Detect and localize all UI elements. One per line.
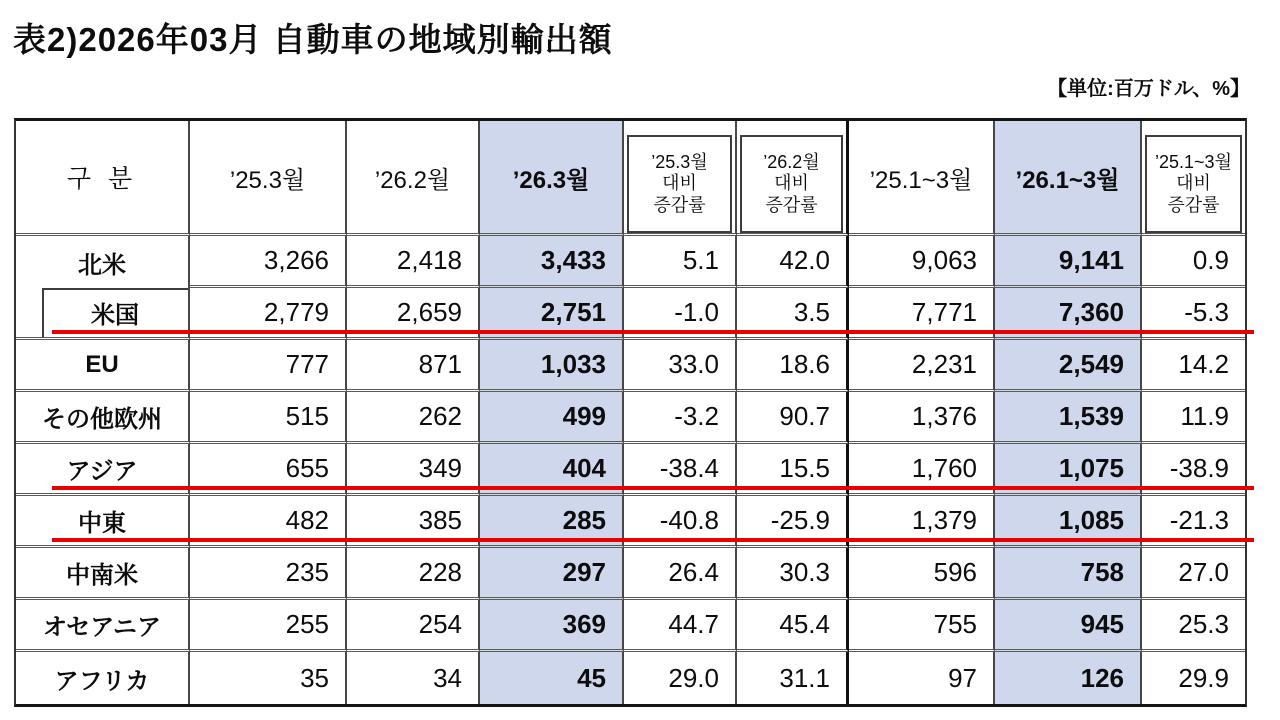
row-label: アフリカ xyxy=(54,667,150,695)
value-text: -38.4 xyxy=(659,453,719,483)
row-label-cell xyxy=(16,548,190,600)
value-cell xyxy=(737,236,849,288)
row-label-cell xyxy=(16,236,190,288)
value-cell xyxy=(737,548,849,600)
value-cell xyxy=(849,392,995,444)
value-cell xyxy=(190,548,347,600)
value-text: 3,266 xyxy=(263,245,329,275)
value-text: 255 xyxy=(285,609,329,639)
value-text: 31.1 xyxy=(779,662,830,693)
value-text: -1.0 xyxy=(674,297,719,327)
header-col-26-q1-highlight xyxy=(995,121,1142,236)
value-text: 3,433 xyxy=(540,245,606,275)
value-cell xyxy=(480,548,624,600)
value-text: 2,549 xyxy=(1058,349,1124,379)
value-cell xyxy=(995,392,1142,444)
value-cell xyxy=(480,392,624,444)
row-label: 北米 xyxy=(78,251,126,279)
row-label: EU xyxy=(85,350,119,378)
value-text: -25.9 xyxy=(770,505,830,535)
value-text: 871 xyxy=(418,349,462,379)
value-cell xyxy=(624,236,737,288)
value-text: 126 xyxy=(1080,662,1124,693)
value-text: 45.4 xyxy=(779,609,830,639)
value-text: 1,539 xyxy=(1058,401,1124,431)
header-col-26-2 xyxy=(347,121,480,236)
value-text: 9,141 xyxy=(1058,245,1124,275)
value-text: -3.2 xyxy=(674,401,719,431)
row-label: 米国 xyxy=(91,302,139,329)
value-text: 262 xyxy=(418,401,462,431)
value-text: 2,231 xyxy=(911,349,977,379)
sub-header-box xyxy=(740,135,843,233)
value-cell xyxy=(624,392,737,444)
value-text: 1,379 xyxy=(911,505,977,535)
value-text: 44.7 xyxy=(668,609,719,639)
unit-note: 【単位:百万ドル、%】 xyxy=(1047,78,1250,100)
value-text: -5.3 xyxy=(1184,297,1229,327)
header-col-25-q1 xyxy=(849,121,995,236)
sub-header-line: 대비 xyxy=(1176,173,1211,194)
value-cell xyxy=(347,600,480,652)
value-text: 349 xyxy=(418,453,462,483)
value-cell xyxy=(1142,600,1245,652)
value-text: 1,075 xyxy=(1058,453,1124,483)
value-text: 3.5 xyxy=(793,297,830,327)
header-col-25-3 xyxy=(190,121,347,236)
value-cell xyxy=(347,236,480,288)
value-text: 5.1 xyxy=(682,245,719,275)
value-text: 404 xyxy=(562,453,606,483)
sub-header-line: ’26.2월 xyxy=(763,152,820,173)
value-text: 15.5 xyxy=(779,453,830,483)
value-cell xyxy=(624,652,737,704)
value-cell xyxy=(1142,652,1245,704)
header-col-yoy-25-3 xyxy=(624,121,737,236)
value-text: 297 xyxy=(562,557,606,587)
row-label-cell xyxy=(16,600,190,652)
value-text: -38.9 xyxy=(1169,453,1229,483)
header-label: ’26.3월 xyxy=(512,166,590,194)
sub-header-line: ’25.3월 xyxy=(651,152,708,173)
value-text: 45 xyxy=(577,662,606,693)
value-text: 369 xyxy=(562,609,606,639)
value-text: -40.8 xyxy=(659,505,719,535)
value-text: 755 xyxy=(933,609,977,639)
value-cell xyxy=(1142,340,1245,392)
header-col-yoy-q1 xyxy=(1142,121,1245,236)
table-row xyxy=(16,548,1245,600)
header-corner-cell xyxy=(16,121,190,236)
value-cell xyxy=(995,600,1142,652)
sub-header-line: 증감률 xyxy=(1167,194,1220,215)
value-text: 499 xyxy=(562,401,606,431)
value-text: 2,418 xyxy=(396,245,462,275)
table-row xyxy=(16,600,1245,652)
value-text: 254 xyxy=(418,609,462,639)
value-cell xyxy=(190,652,347,704)
value-text: 29.9 xyxy=(1178,662,1229,693)
value-text: 7,771 xyxy=(911,297,977,327)
red-underline xyxy=(52,330,1254,334)
value-cell xyxy=(737,652,849,704)
value-text: 90.7 xyxy=(779,401,830,431)
value-text: 758 xyxy=(1080,557,1124,587)
value-text: 34 xyxy=(433,662,462,693)
value-text: 596 xyxy=(933,557,977,587)
value-text: -21.3 xyxy=(1169,505,1229,535)
value-cell xyxy=(1142,548,1245,600)
value-text: 777 xyxy=(285,349,329,379)
table-row xyxy=(16,652,1245,704)
value-cell xyxy=(347,392,480,444)
value-text: 1,085 xyxy=(1058,505,1124,535)
table-row xyxy=(16,340,1245,392)
value-text: 285 xyxy=(562,505,606,535)
value-cell xyxy=(995,236,1142,288)
value-text: 235 xyxy=(285,557,329,587)
table-row xyxy=(16,496,1245,548)
value-cell xyxy=(849,548,995,600)
row-label: オセアニア xyxy=(42,614,162,641)
value-text: 14.2 xyxy=(1178,349,1229,379)
page-title: 表2)2026年03月 自動車の地域別輸出額 xyxy=(13,21,613,58)
value-cell xyxy=(995,340,1142,392)
value-text: 1,376 xyxy=(911,401,977,431)
row-label: 中東 xyxy=(78,510,126,537)
sub-header-box xyxy=(1145,135,1242,233)
sub-header-line: ’25.1~3월 xyxy=(1155,152,1232,173)
export-table xyxy=(14,118,1247,707)
header-label: ’25.3월 xyxy=(229,166,306,194)
row-label: その他欧州 xyxy=(42,406,162,433)
value-cell xyxy=(190,392,347,444)
value-text: 2,751 xyxy=(540,297,606,327)
value-text: 7,360 xyxy=(1058,297,1124,327)
value-cell xyxy=(480,600,624,652)
value-cell xyxy=(347,548,480,600)
value-cell xyxy=(995,548,1142,600)
value-text: 97 xyxy=(948,662,977,693)
row-label-cell xyxy=(16,392,190,444)
value-text: 228 xyxy=(418,557,462,587)
sub-header-line: 대비 xyxy=(662,173,697,194)
value-text: 482 xyxy=(285,505,329,535)
table-row xyxy=(16,288,1245,340)
sub-header-line: 증감률 xyxy=(765,194,818,215)
value-text: 1,033 xyxy=(540,349,606,379)
row-label-cell xyxy=(16,340,190,392)
value-cell xyxy=(849,652,995,704)
value-text: 29.0 xyxy=(668,662,719,693)
value-cell xyxy=(1142,236,1245,288)
red-underline xyxy=(52,486,1254,490)
value-text: 9,063 xyxy=(911,245,977,275)
value-cell xyxy=(347,340,480,392)
value-text: 30.3 xyxy=(779,557,830,587)
value-text: 515 xyxy=(285,401,329,431)
value-cell xyxy=(624,548,737,600)
value-cell xyxy=(624,600,737,652)
header-col-mom-26-2 xyxy=(737,121,849,236)
value-text: 42.0 xyxy=(779,245,830,275)
value-text: 655 xyxy=(285,453,329,483)
value-text: 1,760 xyxy=(911,453,977,483)
value-text: 33.0 xyxy=(668,349,719,379)
red-underline xyxy=(52,538,1254,542)
row-label: 中南米 xyxy=(66,562,138,589)
table-header-row xyxy=(16,121,1245,236)
sub-header-line: 증감률 xyxy=(653,194,706,215)
sub-header-box xyxy=(627,135,732,233)
value-cell xyxy=(480,236,624,288)
value-cell xyxy=(624,340,737,392)
value-cell xyxy=(849,236,995,288)
value-text: 26.4 xyxy=(668,557,719,587)
value-text: 18.6 xyxy=(779,349,830,379)
value-text: 25.3 xyxy=(1178,609,1229,639)
value-cell xyxy=(849,600,995,652)
value-cell xyxy=(737,600,849,652)
value-cell xyxy=(347,652,480,704)
value-cell xyxy=(190,340,347,392)
value-cell xyxy=(849,340,995,392)
value-cell xyxy=(190,236,347,288)
sub-header-line: 대비 xyxy=(774,173,809,194)
value-cell xyxy=(995,652,1142,704)
value-cell xyxy=(1142,392,1245,444)
value-text: 2,779 xyxy=(263,297,329,327)
table-row xyxy=(16,236,1245,288)
header-col-26-3-highlight xyxy=(480,121,624,236)
value-text: 35 xyxy=(300,662,329,693)
value-text: 385 xyxy=(418,505,462,535)
value-cell xyxy=(480,652,624,704)
header-label: ’26.2월 xyxy=(374,166,451,194)
value-text: 945 xyxy=(1080,609,1124,639)
header-label: ’25.1~3월 xyxy=(869,166,973,194)
header-corner-label: 구 분 xyxy=(66,165,138,193)
value-cell xyxy=(480,340,624,392)
value-text: 11.9 xyxy=(1180,401,1229,431)
value-text: 27.0 xyxy=(1178,557,1229,587)
value-cell xyxy=(190,600,347,652)
row-label: アジア xyxy=(66,458,138,485)
table-row xyxy=(16,444,1245,496)
table-row xyxy=(16,392,1245,444)
header-label: ’26.1~3월 xyxy=(1015,166,1120,194)
row-label-cell xyxy=(16,652,190,704)
value-cell xyxy=(737,392,849,444)
value-text: 0.9 xyxy=(1192,245,1229,275)
value-text: 2,659 xyxy=(396,297,462,327)
value-cell xyxy=(737,340,849,392)
